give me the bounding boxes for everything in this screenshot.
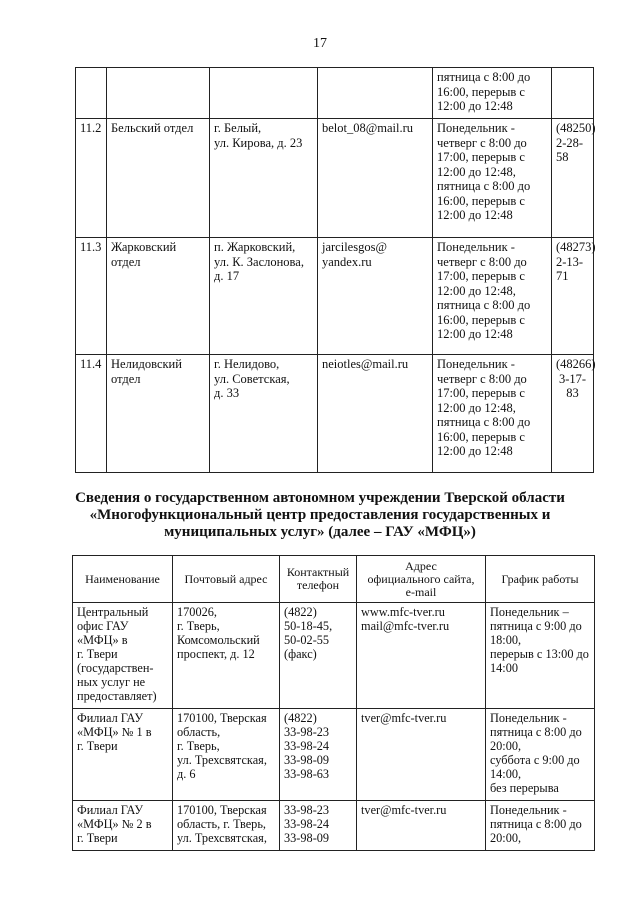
office-phone: (4822) 33-98-23 33-98-24 33-98-09 33-98-63 <box>280 709 357 801</box>
department-address: п. Жарковский, ул. К. Заслонова, д. 17 <box>210 238 318 355</box>
page-number: 17 <box>313 36 327 51</box>
office-phone: (4822) 50-18-45, 50-02-55 (факс) <box>280 603 357 709</box>
office-name: Центральный офис ГАУ «МФЦ» в г. Твери (государствен- ных услуг не предоставляет) <box>73 603 173 709</box>
department-phone <box>552 68 594 119</box>
department-schedule: Понедельник - четверг с 8:00 до 17:00, перерыв с 12:00 до 12:48, пятница с 8:00 до 16:00, перерыв с 12:00 до 12:48 <box>433 119 552 238</box>
office-site: tver@mfc-tver.ru <box>357 801 486 851</box>
row-number <box>76 68 107 119</box>
table-header-row <box>73 556 595 603</box>
department-address: г. Белый, ул. Кирова, д. 23 <box>210 119 318 238</box>
section-heading: Сведения о государственном автономном учреждении Тверской области «Многофункциональный центр предоставления государственных и муниципальных услуг» (далее – ГАУ «МФЦ») <box>75 490 565 540</box>
table-row <box>76 68 594 119</box>
office-address: 170100, Тверская область, г. Тверь, ул. Трехсвятская, д. 6 <box>173 709 280 801</box>
table-row <box>76 119 594 238</box>
mfc-table <box>72 555 595 851</box>
department-schedule: пятница с 8:00 до 16:00, перерыв с 12:00 до 12:48 <box>433 68 552 119</box>
header-address: Почтовый адрес <box>173 556 280 603</box>
department-phone: (48250) 2-28-58 <box>552 119 594 238</box>
department-name: Жарковский отдел <box>107 238 210 355</box>
table-row <box>73 801 595 851</box>
row-number: 11.2 <box>76 119 107 238</box>
office-name: Филиал ГАУ «МФЦ» № 2 в г. Твери <box>73 801 173 851</box>
departments-table <box>75 67 594 473</box>
table-row <box>73 709 595 801</box>
department-phone: (48266) 3-17-83 <box>552 355 594 473</box>
department-email: neiotles@mail.ru <box>318 355 433 473</box>
department-email: jarcilesgos@ yandex.ru <box>318 238 433 355</box>
department-email <box>318 68 433 119</box>
row-number: 11.4 <box>76 355 107 473</box>
department-name: Бельский отдел <box>107 119 210 238</box>
office-schedule: Понедельник – пятница с 9:00 до 18:00, перерыв с 13:00 до 14:00 <box>486 603 595 709</box>
office-address: 170026, г. Тверь, Комсомольский проспект, д. 12 <box>173 603 280 709</box>
department-phone: (48273) 2-13-71 <box>552 238 594 355</box>
row-number: 11.3 <box>76 238 107 355</box>
department-name: Нелидовский отдел <box>107 355 210 473</box>
department-address <box>210 68 318 119</box>
department-schedule: Понедельник - четверг с 8:00 до 17:00, перерыв с 12:00 до 12:48, пятница с 8:00 до 16:00, перерыв с 12:00 до 12:48 <box>433 355 552 473</box>
header-phone: Контактный телефон <box>280 556 357 603</box>
office-address: 170100, Тверская область, г. Тверь, ул. Трехсвятская, <box>173 801 280 851</box>
table-row <box>73 603 595 709</box>
department-name <box>107 68 210 119</box>
office-phone: 33-98-23 33-98-24 33-98-09 <box>280 801 357 851</box>
department-address: г. Нелидово, ул. Советская, д. 33 <box>210 355 318 473</box>
header-schedule: График работы <box>486 556 595 603</box>
header-site: Адрес официального сайта, e-mail <box>357 556 486 603</box>
department-email: belot_08@mail.ru <box>318 119 433 238</box>
office-site: tver@mfc-tver.ru <box>357 709 486 801</box>
table-row <box>76 355 594 473</box>
office-schedule: Понедельник - пятница с 8:00 до 20:00, суббота с 9:00 до 14:00, без перерыва <box>486 709 595 801</box>
office-name: Филиал ГАУ «МФЦ» № 1 в г. Твери <box>73 709 173 801</box>
office-site: www.mfc-tver.ru mail@mfc-tver.ru <box>357 603 486 709</box>
table-row <box>76 238 594 355</box>
department-schedule: Понедельник - четверг с 8:00 до 17:00, перерыв с 12:00 до 12:48, пятница с 8:00 до 16:00, перерыв с 12:00 до 12:48 <box>433 238 552 355</box>
office-schedule: Понедельник - пятница с 8:00 до 20:00, <box>486 801 595 851</box>
header-name: Наименование <box>73 556 173 603</box>
